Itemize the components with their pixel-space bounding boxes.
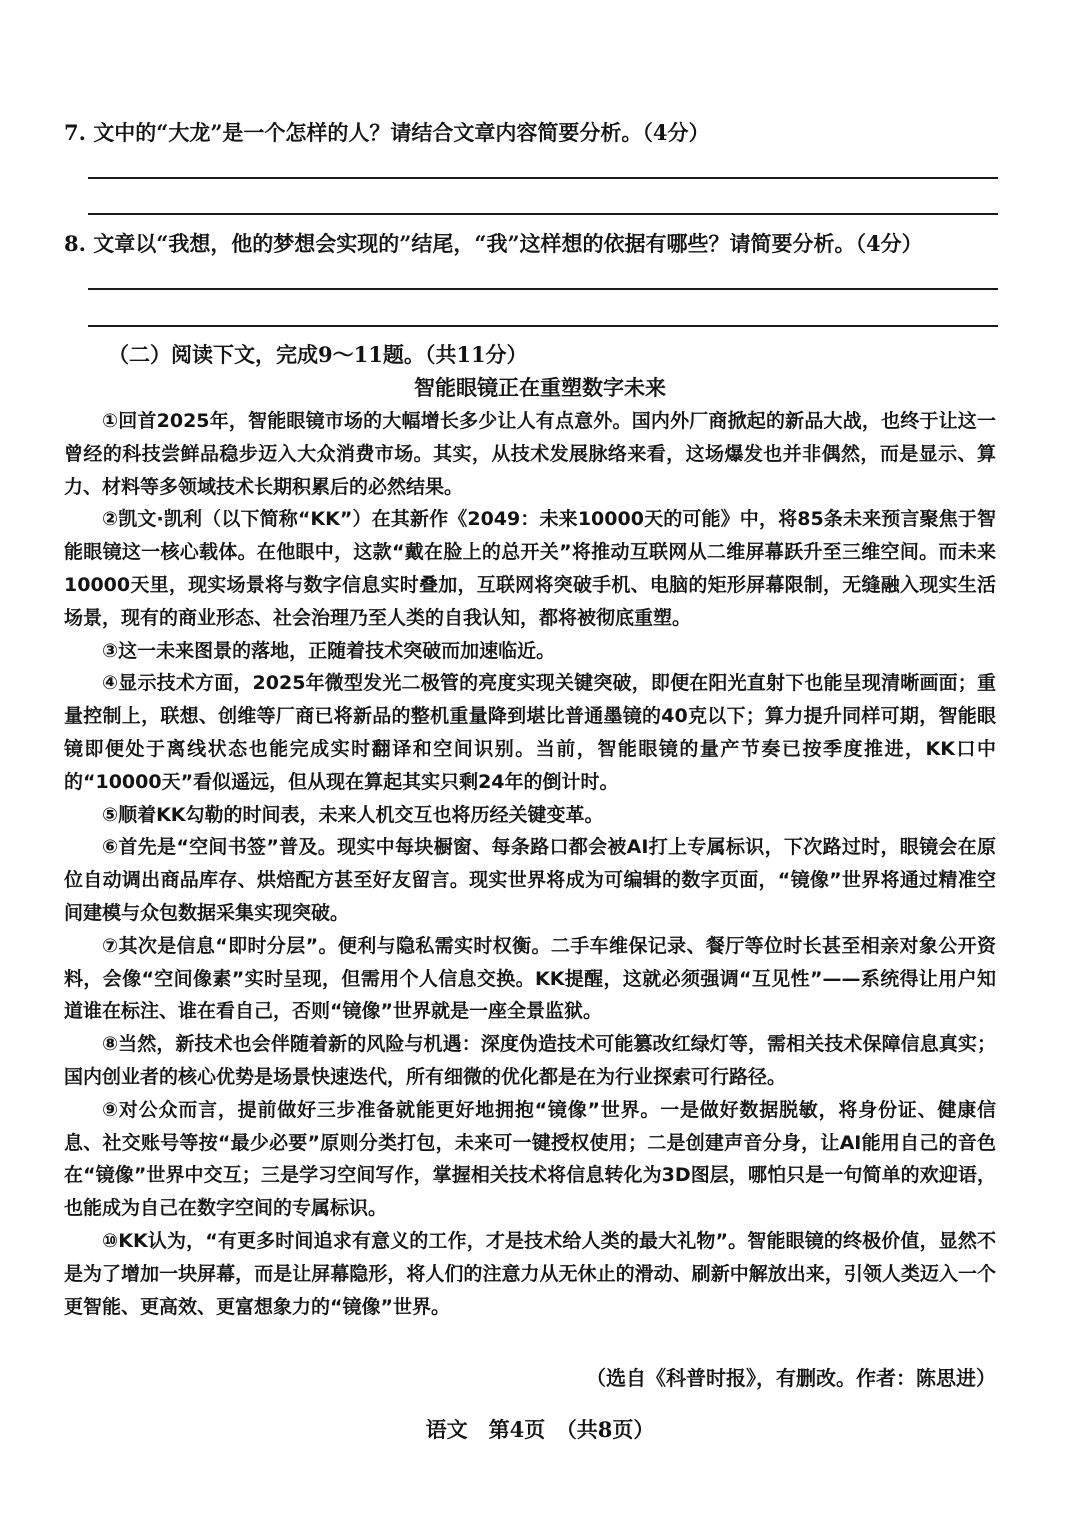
answer-line[interactable] (88, 213, 998, 215)
article-paragraph: ③这一未来图景的落地，正随着技术突破而加速临近。 (102, 639, 556, 662)
article-paragraph: ⑩KK认为，“有更多时间追求有意义的工作，才是技术给人类的最大礼物”。智能眼镜的终极价值，显然不是为了增加一块屏幕，而是让屏幕隐形，将人们的注意力从无休止的滑动、刷新中解放出来，引领人类迈入一个更智能、更高效、更富想象力的“镜像”世界。 (64, 1229, 996, 1318)
answer-line[interactable] (88, 288, 998, 290)
section-heading: （二）阅读下文，完成9～11题。（共11分） (108, 342, 528, 367)
article-paragraph: ④显示技术方面，2025年微型发光二极管的亮度实现关键突破，即便在阳光直射下也能呈现清晰画面；重量控制上，联想、创维等厂商已将新品的整机重量降到堪比普通墨镜的40克以下；算力提升同样可期，智能眼镜即便处于离线状态也能完成实时翻译和空间识别。当前，智能眼镜的量产节奏已按季度推进，KK口中的“10000天”看似遥远，但从现在算起其实只剩24年的倒计时。 (64, 672, 996, 793)
question-8: 8. 文章以“我想，他的梦想会实现的”结尾，“我”这样想的依据有哪些？请简要分析。（4分） (64, 231, 923, 256)
article-paragraph: ⑨对公众而言，提前做好三步准备就能更好地拥抱“镜像”世界。一是做好数据脱敏，将身份证、健康信息、社交账号等按“最少必要”原则分类打包，未来可一键授权使用；二是创建声音分身，让AI能用自己的音色在“镜像”世界中交互；三是学习空间写作，掌握相关技术将信息转化为3D图层，哪怕只是一句简单的欢迎语，也能成为自己在数字空间的专属标识。 (64, 1098, 996, 1220)
page-footer: 语文 第4页 （共8页） (425, 1417, 655, 1442)
article-body (64, 405, 996, 1323)
answer-line[interactable] (88, 325, 998, 327)
article-paragraph: ⑤顺着KK勾勒的时间表，未来人机交互也将历经关键变革。 (102, 803, 604, 826)
article-title: 智能眼镜正在重塑数字未来 (414, 375, 666, 400)
article-paragraph: ⑥首先是“空间书签”普及。现实中每块橱窗、每条路口都会被AI打上专属标识，下次路过时，眼镜会在原位自动调出商品库存、烘焙配方甚至好友留言。现实世界将成为可编辑的数字页面，“镜像”世界将通过精准空间建模与众包数据采集实现突破。 (64, 836, 996, 924)
question-7: 7. 文中的“大龙”是一个怎样的人？请结合文章内容简要分析。（4分） (64, 120, 710, 145)
answer-line[interactable] (88, 177, 998, 179)
article-paragraph: ①回首2025年，智能眼镜市场的大幅增长多少让人有点意外。国内外厂商掀起的新品大战，也终于让这一曾经的科技尝鲜品稳步迈入大众消费市场。其实，从技术发展脉络来看，这场爆发也并非偶然，而是显示、算力、材料等多领域技术长期积累后的必然结果。 (64, 410, 996, 498)
article-paragraph: ②凯文·凯利（以下简称“KK”）在其新作《2049：未来10000天的可能》中，将85条未来预言聚焦于智能眼镜这一核心载体。在他眼中，这款“戴在脸上的总开关”将推动互联网从二维屏幕跃升至三维空间。而未来10000天里，现实场景将与数字信息实时叠加，互联网将突破手机、电脑的矩形屏幕限制，无缝融入现实生活场景，现有的商业形态、社会治理乃至人类的自我认知，都将被彻底重塑。 (64, 508, 996, 629)
article-paragraph: ⑦其次是信息“即时分层”。便利与隐私需实时权衡。二手车维保记录、餐厅等位时长甚至相亲对象公开资料，会像“空间像素”实时呈现，但需用个人信息交换。KK提醒，这就必须强调“互见性”——系统得让用户知道谁在标注、谁在看自己，否则“镜像”世界就是一座全景监狱。 (64, 934, 996, 1023)
article-source: （选自《科普时报》，有删改。作者：陈思进） (586, 1366, 996, 1390)
article-paragraph: ⑧当然，新技术也会伴随着新的风险与机遇：深度伪造技术可能篡改红绿灯等，需相关技术保障信息真实；国内创业者的核心优势是场景快速迭代，所有细微的优化都是在为行业探索可行路径。 (64, 1033, 996, 1088)
